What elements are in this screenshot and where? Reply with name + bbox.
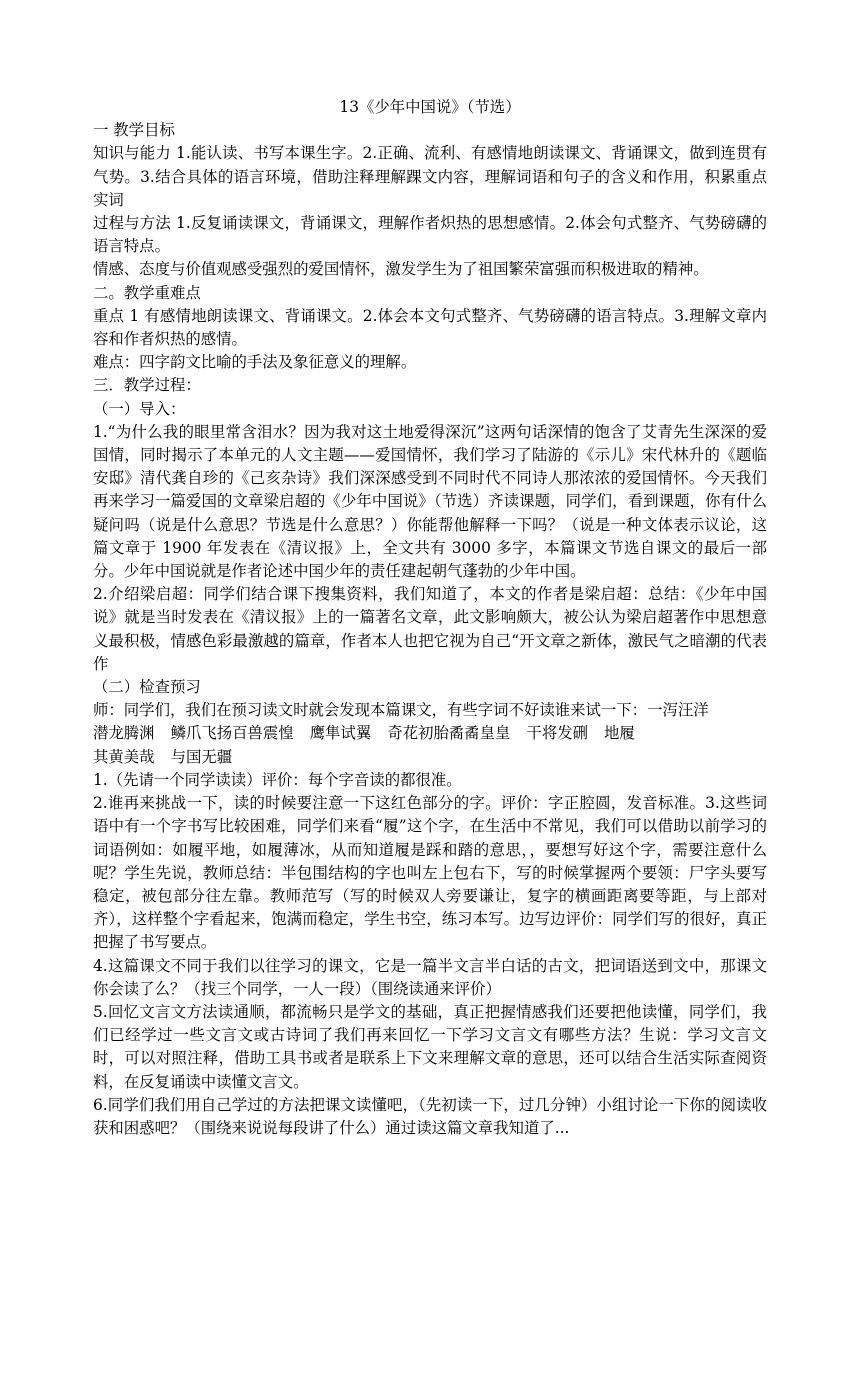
step-2: 2.谁再来挑战一下，读的时候要注意一下这红色部分的字。评价：字正腔圆，发音标准。3.这些词语中有一个字书写比较困难，同学们来看“履”这个字，在生活中不常见，我们可以借助以前学习的词语例如：如履平地，如履薄冰，从而知道履是踩和踏的意思，，要想写好这个字，需要注意什么呢？学生先说，教师总结：半包围结构的字也叫左上包右下，写的时候掌握两个要领：尸字头要写稳定，被包部分往左靠。教师范写（写的时候双人旁要谦让，复字的横画距离要等距，与上部对齐），这样整个字看起来，饱满而稳定，学生书空，练习本写。边写边评价：同学们写的很好，真正把握了书写要点。	[93, 794, 767, 952]
preview-heading: （二）检查预习	[93, 678, 201, 697]
goal-emotion: 情感、态度与价值观感受强烈的爱国情怀，激发学生为了祖国繁荣富强而积极进取的精神。	[93, 260, 709, 279]
process-heading: 三．教学过程：	[93, 376, 201, 395]
vocab-item: 鹰隼试翼	[309, 724, 372, 743]
key-points: 重点 1 有感情地朗读课文、背诵课文。2.体会本文句式整齐、气势磅礴的语言特点。3.理解文章内容和作者炽热的感情。	[93, 306, 767, 349]
preview-intro-text: 师：同学们，我们在预习读文时就会发现本篇课文，有些字词不好读谁来试一下：一泻汪洋	[93, 701, 709, 720]
vocab-item: 其黄美哉	[93, 747, 155, 766]
goal-process: 过程与方法 1.反复诵读课文，背诵课文，理解作者炽热的思想感情。2.体会句式整齐、气势磅礴的语言特点。	[93, 214, 767, 256]
goal-knowledge: 知识与能力 1.能认读、书写本课生字。2.正确、流利、有感情地朗读课文、背诵课文，做到连贯有气势。3.结合具体的语言环境，借助注释理解踝文内容，理解词语和句子的含义和作用，积累重点实词	[93, 144, 767, 209]
vocab-list-line-2	[93, 746, 767, 769]
preview-intro	[93, 699, 767, 722]
difficult-points: 难点：四字韵文比喻的手法及象征意义的理解。	[93, 353, 417, 372]
key-heading: 二。教学重难点	[93, 283, 201, 302]
intro-paragraph-1: 1.“为什么我的眼里常含泪水？因为我对这土地爱得深沉”这两句话深情的饱含了艾青先生深深的爱国情，同时揭示了本单元的人文主题——爱国情怀，我们学习了陆游的《示儿》宋代林升的《题临安邸》清代龚自珍的《己亥杂诗》我们深深感受到不同时代不同诗人那浓浓的爱国情怀。今天我们再来学习一篇爱国的文章梁启超的《少年中国说》（节选）齐读课题，同学们，看到课题，你有什么疑问吗（说是什么意思？节选是什么意思？）你能帮他解释一下吗？（说是一种文体表示议论，这篇文章于 1900 年发表在《清议报》上，全文共有 3000 多字，本篇课文节选自课文的最后一部分。少年中国说就是作者论述中国少年的责任建起朝气蓬勃的少年中国。	[93, 422, 767, 581]
vocab-item: 地履	[604, 724, 635, 743]
step-4: 4.这篇课文不同于我们以往学习的课文，它是一篇半文言半白话的古文，把词语送到文中，那课文你会读了么？（找三个同学，一人一段）（围绕读通来评价）	[93, 956, 767, 998]
vocab-item: 鳞爪飞扬百兽震惶	[170, 724, 294, 743]
document-title: 13《少年中国说》（节选）	[339, 98, 521, 116]
intro-paragraph-2: 2.介绍梁启超：同学们结合课下搜集资料，我们知道了，本文的作者是梁启超：总结：《少年中国说》就是当时发表在《清议报》上的一篇著名文章，此文影响颇大，被公认为梁启超著作中思想意义最积极，情感色彩最激越的篇章，作者本人也把它视为自己“开文章之新体，激民气之暗潮的代表作	[93, 585, 767, 673]
intro-heading: （一）导入：	[93, 399, 186, 418]
document-page	[93, 96, 767, 1140]
step-1: 1.（先请一个同学读读）评价：每个字音读的都很准。	[93, 770, 462, 789]
step-6: 6.同学们我们用自己学过的方法把课文读懂吧，（先初读一下，过几分钟）小组讨论一下你的阅读收获和困惑吧？（围绕来说说每段讲了什么）通过读这篇文章我知道了...	[93, 1095, 767, 1137]
vocab-item: 干将发硎	[526, 724, 589, 743]
vocab-list	[93, 722, 767, 745]
vocab-item: 潜龙腾渊	[93, 724, 155, 743]
step-5: 5.回忆文言文方法读通顺，都流畅只是学文的基础，真正把握情感我们还要把他读懂，同学们，我们已经学过一些文言文或古诗词了我们再来回忆一下学习文言文有哪些方法？生说：学习文言文时，可以对照注释，借助工具书或者是联系上下文来理解文章的意思，还可以结合生活实际查阅资料，在反复诵读中读懂文言文。	[93, 1002, 767, 1091]
goals-heading: 一 教学目标	[93, 121, 175, 140]
vocab-item: 奇花初胎矞矞皇皇	[387, 724, 511, 743]
vocab-item: 与国无疆	[170, 747, 233, 766]
